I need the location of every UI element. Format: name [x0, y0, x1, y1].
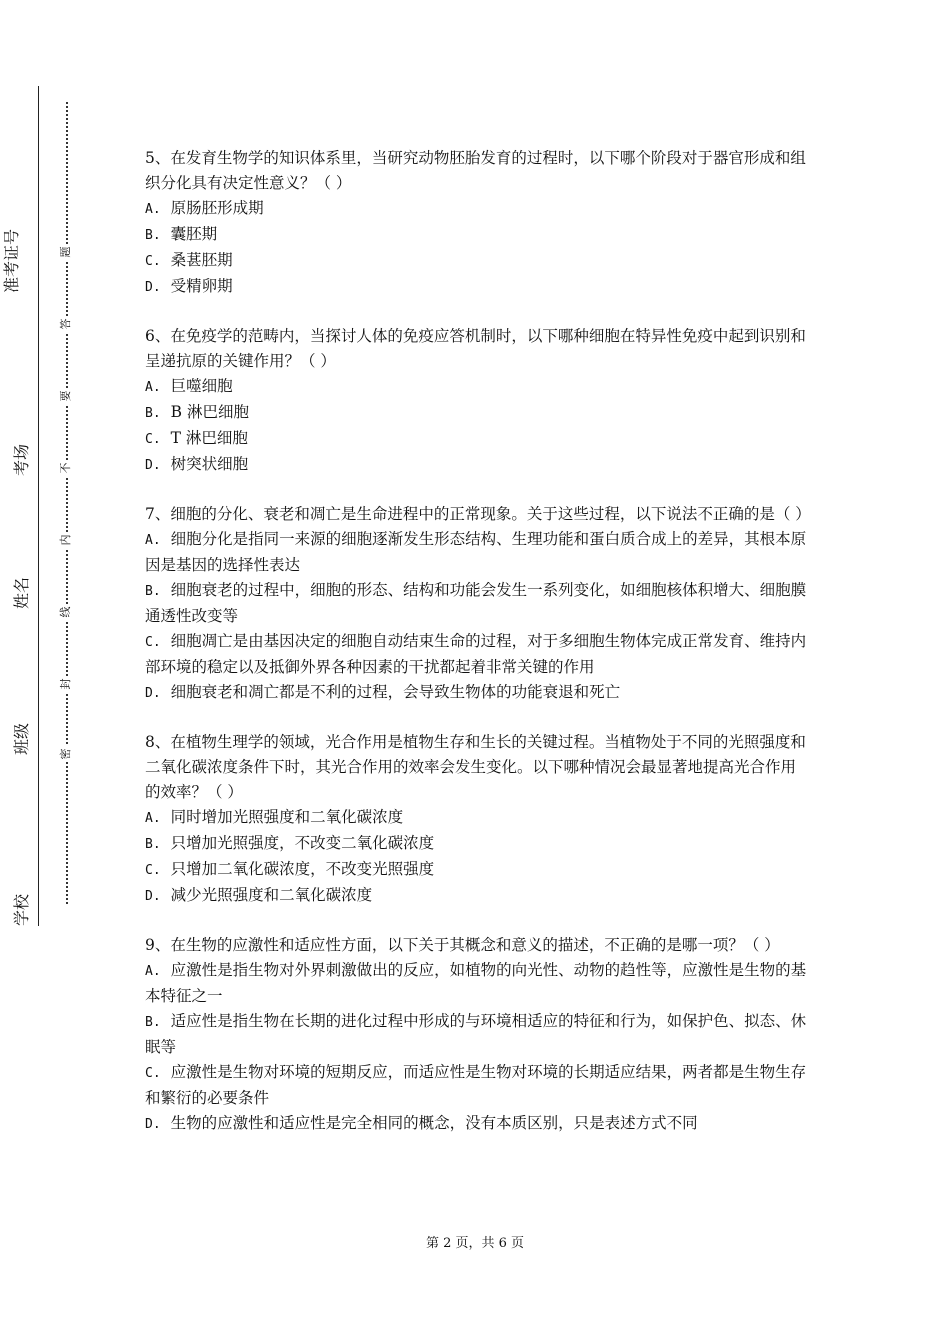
field-exam-id-label: 准考证号 [2, 228, 21, 293]
option-a: A. 细胞分化是指同一来源的细胞逐渐发生形态结构、生理功能和蛋白质合成上的差异，其根本原因是基因的选择性表达 [145, 530, 807, 574]
option-c: C. 只增加二氧化碳浓度，不改变光照强度 [145, 860, 435, 878]
field-name-label: 姓名 [12, 576, 31, 609]
question-7 [145, 502, 810, 706]
seal-char: 不 [58, 460, 74, 476]
question-8 [145, 730, 810, 909]
seal-char: 题 [58, 244, 74, 260]
option-b: B. 囊胚期 [145, 225, 218, 243]
option-b: B. 细胞衰老的过程中，细胞的形态、结构和功能会发生一系列变化，如细胞核体积增大、细胞膜通透性改变等 [145, 581, 807, 625]
seal-dotted-line [66, 102, 68, 904]
option-c: C. T 淋巴细胞 [145, 429, 248, 447]
question-5 [145, 146, 810, 300]
option-a: A. 应激性是指生物对外界刺激做出的反应，如植物的向光性、动物的趋性等，应激性是生物的基本特征之一 [145, 961, 807, 1005]
option-b: B. B 淋巴细胞 [145, 403, 249, 421]
question-stem: 8、在植物生理学的领域，光合作用是植物生存和生长的关键过程。当植物处于不同的光照强度和二氧化碳浓度条件下时，其光合作用的效率会发生变化。以下哪种情况会最显著地提高光合作用的效率？（ ） [145, 733, 806, 801]
option-a: A. 原肠胚形成期 [145, 199, 264, 217]
question-stem: 5、在发育生物学的知识体系里，当研究动物胚胎发育的过程时，以下哪个阶段对于器官形成和组织分化具有决定性意义？（ ） [145, 149, 806, 192]
option-a: A. 巨噬细胞 [145, 377, 233, 395]
option-d: D. 细胞衰老和凋亡都是不利的过程，会导致生物体的功能衰退和死亡 [145, 683, 621, 701]
option-d: D. 生物的应激性和适应性是完全相同的概念，没有本质区别，只是表述方式不同 [145, 1114, 698, 1132]
option-d: D. 树突状细胞 [145, 455, 249, 473]
seal-char: 答 [58, 316, 74, 332]
option-b: B. 适应性是指生物在长期的进化过程中形成的与环境相适应的特征和行为，如保护色、拟态、休眠等 [145, 1012, 807, 1056]
question-stem: 7、细胞的分化、衰老和凋亡是生命进程中的正常现象。关于这些过程，以下说法不正确的是（ ） [145, 505, 811, 523]
seal-char: 密 [58, 746, 74, 762]
field-class-label: 班级 [12, 722, 31, 755]
option-b: B. 只增加光照强度，不改变二氧化碳浓度 [145, 834, 435, 852]
option-c: C. 应激性是生物对环境的短期反应，而适应性是生物对环境的长期适应结果，两者都是生物生存和繁衍的必要条件 [145, 1063, 807, 1107]
field-school-label: 学校 [12, 893, 31, 926]
question-9 [145, 933, 810, 1137]
option-d: D. 减少光照强度和二氧化碳浓度 [145, 886, 373, 904]
question-stem: 9、在生物的应激性和适应性方面，以下关于其概念和意义的描述，不正确的是哪一项？（ ） [145, 936, 780, 954]
option-a: A. 同时增加光照强度和二氧化碳浓度 [145, 808, 404, 826]
binding-line [38, 86, 39, 926]
question-stem: 6、在免疫学的范畴内，当探讨人体的免疫应答机制时，以下哪种细胞在特异性免疫中起到识别和呈递抗原的关键作用？（ ） [145, 327, 806, 370]
option-d: D. 受精卵期 [145, 277, 233, 295]
option-c: C. 细胞凋亡是由基因决定的细胞自动结束生命的过程，对于多细胞生物体完成正常发育、维持内部环境的稳定以及抵御外界各种因素的干扰都起着非常关键的作用 [145, 632, 807, 676]
question-6 [145, 324, 810, 478]
seal-char: 线 [58, 604, 74, 620]
seal-char: 内 [58, 532, 74, 548]
field-exam-room-label: 考场 [12, 443, 31, 476]
seal-char: 封 [58, 676, 74, 692]
option-c: C. 桑葚胚期 [145, 251, 233, 269]
question-list [145, 146, 810, 1161]
seal-char: 要 [58, 388, 74, 404]
page-footer: 第 2 页，共 6 页 [425, 1236, 525, 1251]
